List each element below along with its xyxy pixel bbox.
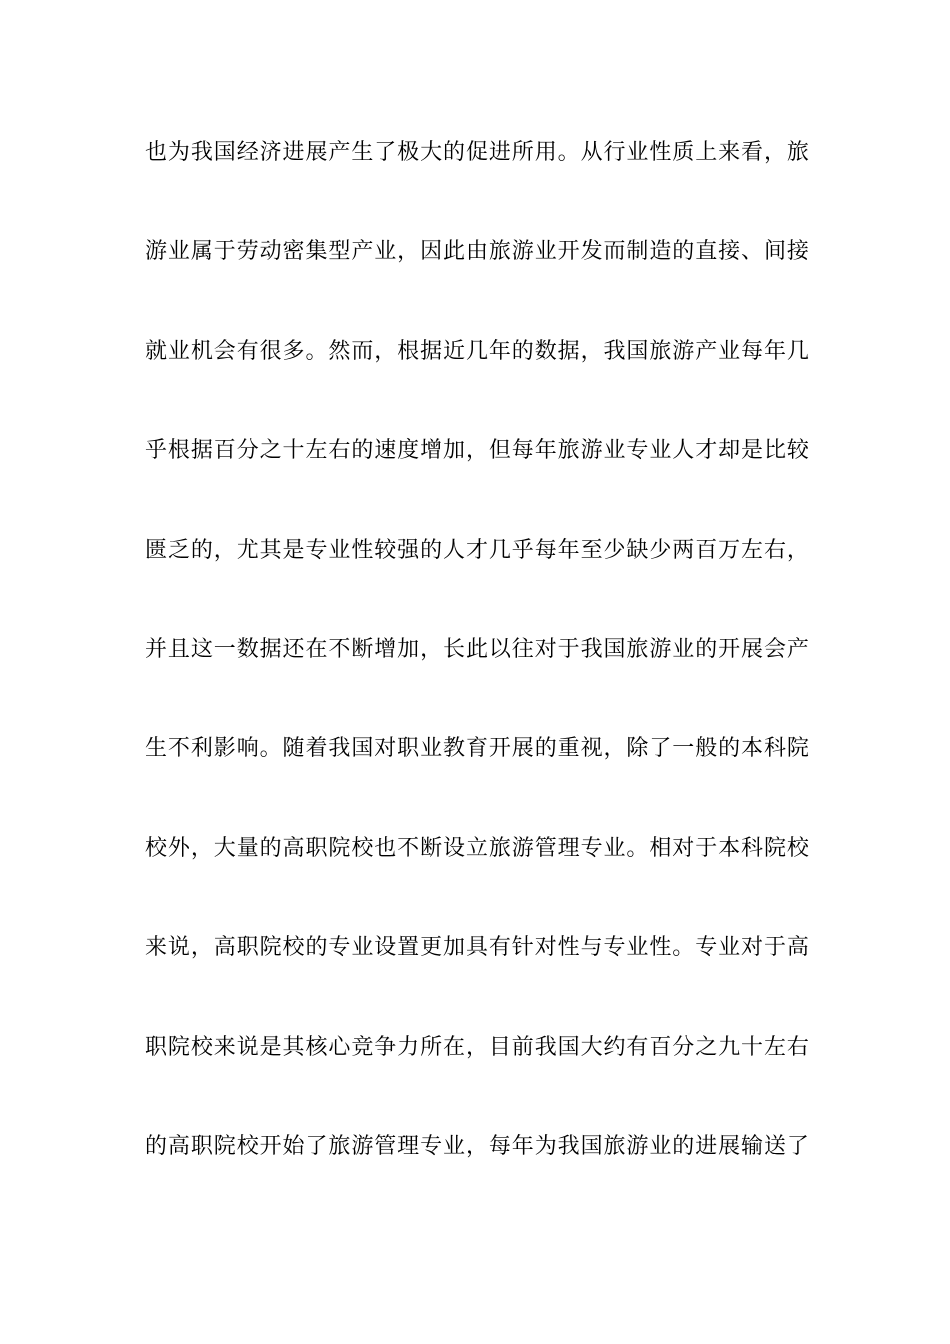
text-line: 并且这一数据还在不断增加，长此以往对于我国旅游业的开展会产 xyxy=(145,636,809,662)
text-line: 乎根据百分之十左右的速度增加，但每年旅游业专业人才却是比较 xyxy=(145,438,809,464)
text-line: 校外，大量的高职院校也不断设立旅游管理专业。相对于本科院校 xyxy=(145,835,809,861)
text-line: 就业机会有很多。然而，根据近几年的数据，我国旅游产业每年几 xyxy=(145,338,809,364)
text-line: 游业属于劳动密集型产业，因此由旅游业开发而制造的直接、间接 xyxy=(145,239,809,265)
text-line: 来说，高职院校的专业设置更加具有针对性与专业性。专业对于高 xyxy=(145,935,809,961)
text-line: 的高职院校开始了旅游管理专业，每年为我国旅游业的进展输送了 xyxy=(145,1133,809,1159)
text-line: 生不利影响。随着我国对职业教育开展的重视，除了一般的本科院 xyxy=(145,736,809,762)
text-line: 职院校来说是其核心竞争力所在，目前我国大约有百分之九十左右 xyxy=(145,1034,809,1060)
body-paragraph xyxy=(145,128,809,1221)
text-line: 匮乏的，尤其是专业性较强的人才几乎每年至少缺少两百万左右， xyxy=(145,537,809,563)
text-line: 也为我国经济进展产生了极大的促进所用。从行业性质上来看，旅 xyxy=(145,140,809,165)
